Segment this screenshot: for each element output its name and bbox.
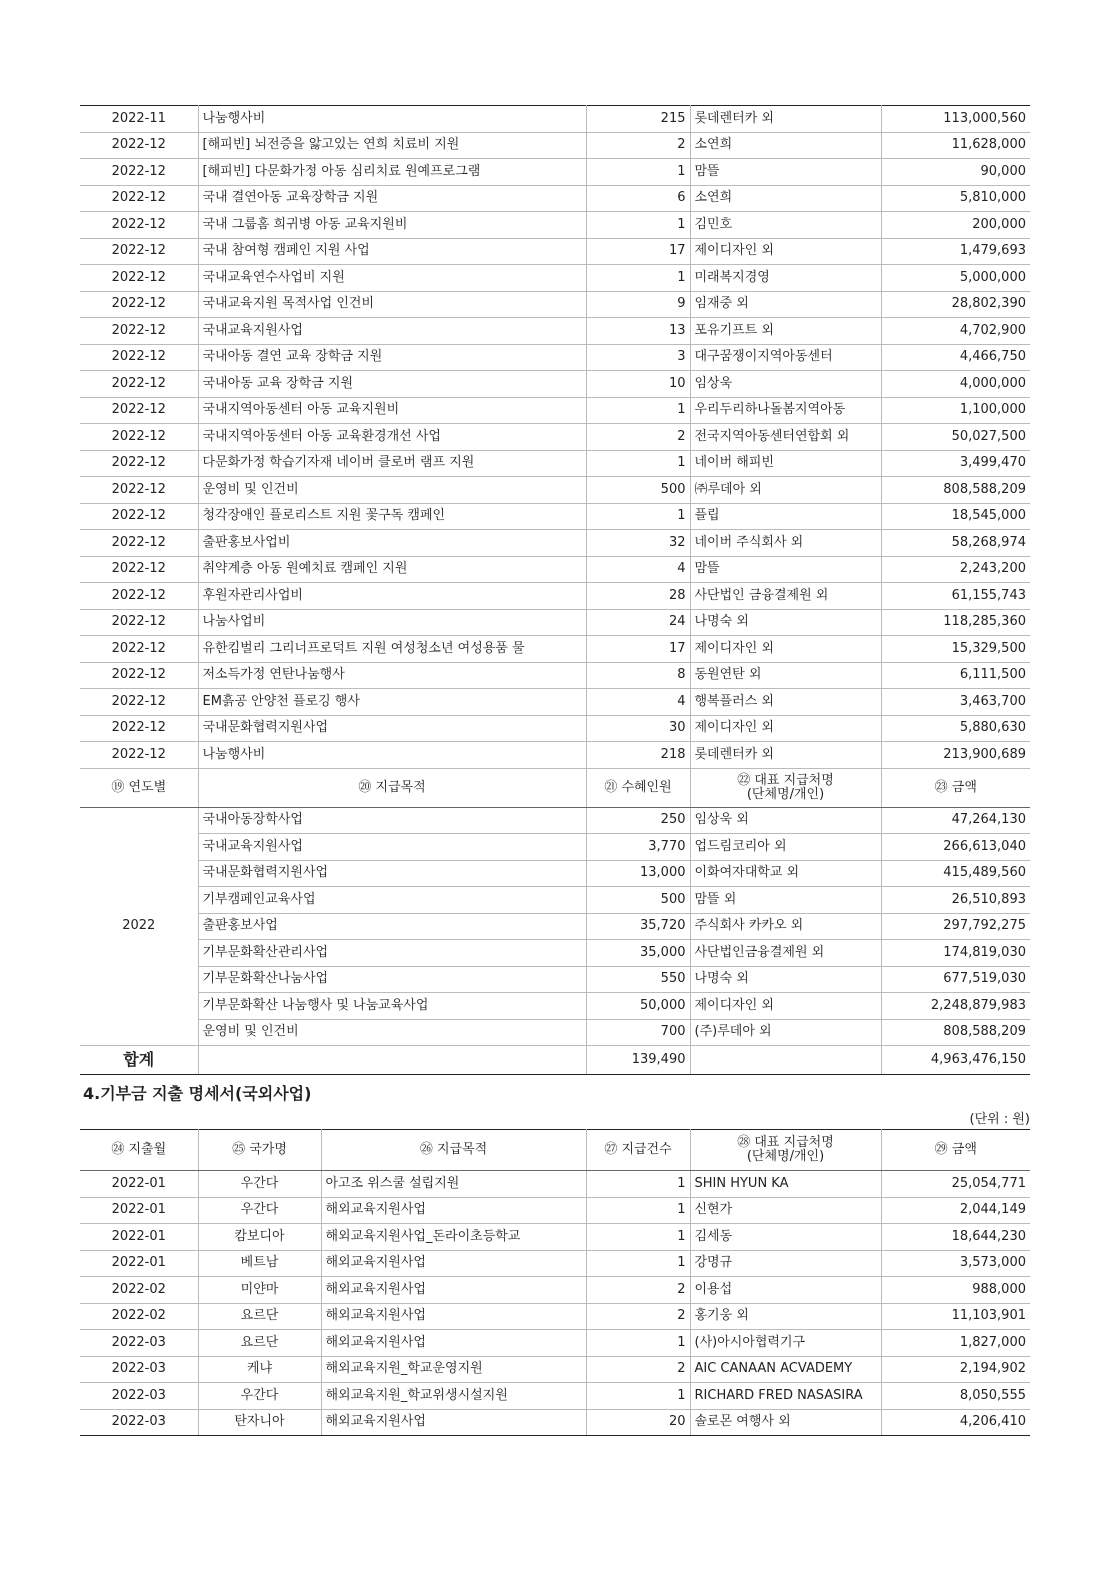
summary-count: 500 bbox=[586, 887, 690, 914]
row-date: 2022-12 bbox=[80, 159, 198, 186]
table-row bbox=[80, 265, 1030, 292]
total-empty-purpose bbox=[198, 1046, 586, 1075]
row-amount: 1,100,000 bbox=[881, 397, 1030, 424]
row-payee: 행복플러스 외 bbox=[690, 689, 881, 716]
table-row bbox=[80, 450, 1030, 477]
row-amount: 4,466,750 bbox=[881, 344, 1030, 371]
row-amount: 1,479,693 bbox=[881, 238, 1030, 265]
overseas-country: 우간다 bbox=[198, 1197, 321, 1224]
row-date: 2022-12 bbox=[80, 265, 198, 292]
row-date: 2022-12 bbox=[80, 291, 198, 318]
table-row bbox=[80, 662, 1030, 689]
overseas-header-row bbox=[80, 1130, 1030, 1171]
row-amount: 3,499,470 bbox=[881, 450, 1030, 477]
overseas-amount: 988,000 bbox=[881, 1277, 1030, 1304]
overseas-amount: 8,050,555 bbox=[881, 1383, 1030, 1410]
section-title: 4.기부금 지출 명세서(국외사업) bbox=[83, 1084, 312, 1103]
row-purpose: 국내아동 결연 교육 장학금 지원 bbox=[198, 344, 586, 371]
row-purpose: EM흙공 안양천 플로깅 행사 bbox=[198, 689, 586, 716]
row-payee: 동원연탄 외 bbox=[690, 662, 881, 689]
row-amount: 4,702,900 bbox=[881, 318, 1030, 345]
row-count: 215 bbox=[586, 106, 690, 133]
unit-label: (단위 : 원) bbox=[969, 1112, 1030, 1127]
summary-purpose: 기부문화확산 나눔행사 및 나눔교육사업 bbox=[198, 993, 586, 1020]
row-count: 1 bbox=[586, 159, 690, 186]
header-overseas-payee-line2: (단체명/개인) bbox=[746, 1149, 825, 1164]
table-row bbox=[80, 689, 1030, 716]
total-label: 합계 bbox=[80, 1046, 198, 1075]
table-row bbox=[80, 1409, 1030, 1436]
row-purpose: 국내지역아동센터 아동 교육환경개선 사업 bbox=[198, 424, 586, 451]
overseas-payee: RICHARD FRED NASASIRA bbox=[690, 1383, 881, 1410]
overseas-count: 20 bbox=[586, 1409, 690, 1436]
table-row bbox=[80, 1356, 1030, 1383]
table-row bbox=[80, 556, 1030, 583]
row-date: 2022-12 bbox=[80, 185, 198, 212]
summary-count: 50,000 bbox=[586, 993, 690, 1020]
row-date: 2022-12 bbox=[80, 344, 198, 371]
summary-count: 550 bbox=[586, 966, 690, 993]
summary-count: 3,770 bbox=[586, 834, 690, 861]
overseas-payee: 강명규 bbox=[690, 1250, 881, 1277]
row-payee: 소연희 bbox=[690, 185, 881, 212]
overseas-country: 미얀마 bbox=[198, 1277, 321, 1304]
row-amount: 213,900,689 bbox=[881, 742, 1030, 769]
overseas-payee: SHIN HYUN KA bbox=[690, 1171, 881, 1198]
table-row bbox=[80, 583, 1030, 610]
overseas-amount: 4,206,410 bbox=[881, 1409, 1030, 1436]
overseas-purpose: 해외교육지원_학교위생시설지원 bbox=[321, 1383, 586, 1410]
table-row bbox=[80, 477, 1030, 504]
table-row bbox=[80, 159, 1030, 186]
summary-payee: 업드림코리아 외 bbox=[690, 834, 881, 861]
table-row bbox=[80, 1383, 1030, 1410]
overseas-purpose: 해외교육지원사업 bbox=[321, 1303, 586, 1330]
overseas-payee: 솔로몬 여행사 외 bbox=[690, 1409, 881, 1436]
table-row bbox=[80, 1224, 1030, 1251]
summary-amount: 677,519,030 bbox=[881, 966, 1030, 993]
header-overseas-purpose: ㉖ 지급목적 bbox=[321, 1130, 586, 1171]
overseas-amount: 18,644,230 bbox=[881, 1224, 1030, 1251]
row-payee: 맘뜰 bbox=[690, 556, 881, 583]
overseas-rows bbox=[80, 1171, 1030, 1436]
row-count: 1 bbox=[586, 503, 690, 530]
table-row bbox=[80, 318, 1030, 345]
header-purpose: ⑳ 지급목적 bbox=[198, 768, 586, 807]
row-purpose: 국내아동 교육 장학금 지원 bbox=[198, 371, 586, 398]
row-payee: 제이디자인 외 bbox=[690, 636, 881, 663]
table-row bbox=[80, 609, 1030, 636]
table-row bbox=[80, 212, 1030, 239]
header-year: ⑲ 연도별 bbox=[80, 768, 198, 807]
row-date: 2022-12 bbox=[80, 583, 198, 610]
row-amount: 90,000 bbox=[881, 159, 1030, 186]
summary-amount: 808,588,209 bbox=[881, 1019, 1030, 1046]
table-row bbox=[80, 1197, 1030, 1224]
overseas-count: 1 bbox=[586, 1250, 690, 1277]
row-payee: 네이버 주식회사 외 bbox=[690, 530, 881, 557]
row-count: 4 bbox=[586, 556, 690, 583]
row-payee: 우리두리하나돌봄지역아동 bbox=[690, 397, 881, 424]
overseas-month: 2022-03 bbox=[80, 1383, 198, 1410]
row-date: 2022-12 bbox=[80, 715, 198, 742]
overseas-purpose: 해외교육지원사업 bbox=[321, 1330, 586, 1357]
summary-count: 35,000 bbox=[586, 940, 690, 967]
table-row bbox=[80, 993, 1030, 1020]
row-amount: 118,285,360 bbox=[881, 609, 1030, 636]
row-purpose: 취약계층 아동 원예치료 캠페인 지원 bbox=[198, 556, 586, 583]
row-purpose: 국내 그룹홈 희귀병 아동 교육지원비 bbox=[198, 212, 586, 239]
row-date: 2022-12 bbox=[80, 689, 198, 716]
overseas-payee: 김세동 bbox=[690, 1224, 881, 1251]
header-payee-line1: ㉒ 대표 지급처명 bbox=[737, 772, 834, 788]
summary-header-row bbox=[80, 768, 1030, 807]
row-payee: 제이디자인 외 bbox=[690, 238, 881, 265]
overseas-amount: 1,827,000 bbox=[881, 1330, 1030, 1357]
row-payee: 임상욱 bbox=[690, 371, 881, 398]
table-row bbox=[80, 1330, 1030, 1357]
table-row bbox=[80, 106, 1030, 133]
table-row bbox=[80, 1019, 1030, 1046]
header-recipients: ㉑ 수혜인원 bbox=[586, 768, 690, 807]
row-payee: 포유기프트 외 bbox=[690, 318, 881, 345]
row-count: 6 bbox=[586, 185, 690, 212]
row-count: 9 bbox=[586, 291, 690, 318]
header-country: ㉕ 국가명 bbox=[198, 1130, 321, 1171]
overseas-month: 2022-01 bbox=[80, 1250, 198, 1277]
row-count: 3 bbox=[586, 344, 690, 371]
table-row bbox=[80, 913, 1030, 940]
upper-rows bbox=[80, 106, 1030, 769]
row-purpose: 국내문화협력지원사업 bbox=[198, 715, 586, 742]
row-purpose: 국내 결연아동 교육장학금 지원 bbox=[198, 185, 586, 212]
row-count: 32 bbox=[586, 530, 690, 557]
row-count: 500 bbox=[586, 477, 690, 504]
header-month: ㉔ 지출월 bbox=[80, 1130, 198, 1171]
overseas-count: 1 bbox=[586, 1197, 690, 1224]
overseas-amount: 2,044,149 bbox=[881, 1197, 1030, 1224]
overseas-purpose: 해외교육지원사업 bbox=[321, 1197, 586, 1224]
row-purpose: 청각장애인 플로리스트 지원 꽃구독 캠페인 bbox=[198, 503, 586, 530]
header-overseas-amount: ㉙ 금액 bbox=[881, 1130, 1030, 1171]
row-amount: 5,880,630 bbox=[881, 715, 1030, 742]
table-row bbox=[80, 966, 1030, 993]
row-purpose: [해피빈] 뇌전증을 앓고있는 연희 치료비 지원 bbox=[198, 132, 586, 159]
table-row bbox=[80, 1303, 1030, 1330]
row-purpose: 나눔행사비 bbox=[198, 742, 586, 769]
total-count: 139,490 bbox=[586, 1046, 690, 1075]
row-purpose: 국내교육지원 목적사업 인건비 bbox=[198, 291, 586, 318]
row-purpose: 국내 참여형 캠페인 지원 사업 bbox=[198, 238, 586, 265]
row-count: 24 bbox=[586, 609, 690, 636]
overseas-count: 1 bbox=[586, 1224, 690, 1251]
overseas-amount: 3,573,000 bbox=[881, 1250, 1030, 1277]
summary-payee: 이화여자대학교 외 bbox=[690, 860, 881, 887]
overseas-month: 2022-03 bbox=[80, 1356, 198, 1383]
table-row bbox=[80, 132, 1030, 159]
overseas-country: 우간다 bbox=[198, 1171, 321, 1198]
row-payee: 롯데렌터카 외 bbox=[690, 106, 881, 133]
overseas-amount: 11,103,901 bbox=[881, 1303, 1030, 1330]
summary-payee: 제이디자인 외 bbox=[690, 993, 881, 1020]
row-amount: 28,802,390 bbox=[881, 291, 1030, 318]
row-payee: 플립 bbox=[690, 503, 881, 530]
row-count: 28 bbox=[586, 583, 690, 610]
overseas-amount: 2,194,902 bbox=[881, 1356, 1030, 1383]
row-purpose: 국내교육연수사업비 지원 bbox=[198, 265, 586, 292]
overseas-purpose: 해외교육지원사업 bbox=[321, 1277, 586, 1304]
row-date: 2022-12 bbox=[80, 662, 198, 689]
row-purpose: 출판홍보사업비 bbox=[198, 530, 586, 557]
overseas-month: 2022-02 bbox=[80, 1303, 198, 1330]
table-row bbox=[80, 344, 1030, 371]
row-amount: 11,628,000 bbox=[881, 132, 1030, 159]
overseas-count: 1 bbox=[586, 1171, 690, 1198]
row-date: 2022-12 bbox=[80, 556, 198, 583]
row-count: 2 bbox=[586, 132, 690, 159]
table-row bbox=[80, 860, 1030, 887]
header-payee-line2: (단체명/개인) bbox=[746, 786, 825, 802]
table-row bbox=[80, 887, 1030, 914]
row-date: 2022-12 bbox=[80, 132, 198, 159]
row-amount: 15,329,500 bbox=[881, 636, 1030, 663]
row-date: 2022-12 bbox=[80, 318, 198, 345]
row-payee: 김민호 bbox=[690, 212, 881, 239]
summary-payee: 임상욱 외 bbox=[690, 807, 881, 834]
row-count: 30 bbox=[586, 715, 690, 742]
row-date: 2022-12 bbox=[80, 212, 198, 239]
summary-payee: 사단법인금융결제원 외 bbox=[690, 940, 881, 967]
table-row bbox=[80, 1171, 1030, 1198]
table-row bbox=[80, 291, 1030, 318]
overseas-count: 2 bbox=[586, 1303, 690, 1330]
row-payee: 소연희 bbox=[690, 132, 881, 159]
table-row bbox=[80, 185, 1030, 212]
overseas-country: 요르단 bbox=[198, 1303, 321, 1330]
row-amount: 2,243,200 bbox=[881, 556, 1030, 583]
overseas-expense-table bbox=[80, 1129, 1030, 1436]
row-amount: 5,810,000 bbox=[881, 185, 1030, 212]
overseas-payee: 신현가 bbox=[690, 1197, 881, 1224]
summary-count: 700 bbox=[586, 1019, 690, 1046]
header-overseas-payee bbox=[690, 1130, 881, 1171]
summary-year: 2022 bbox=[80, 807, 198, 1046]
row-date: 2022-12 bbox=[80, 397, 198, 424]
overseas-purpose: 해외교육지원_학교운영지원 bbox=[321, 1356, 586, 1383]
summary-count: 13,000 bbox=[586, 860, 690, 887]
table-row bbox=[80, 238, 1030, 265]
summary-amount: 47,264,130 bbox=[881, 807, 1030, 834]
summary-purpose: 국내문화협력지원사업 bbox=[198, 860, 586, 887]
row-amount: 3,463,700 bbox=[881, 689, 1030, 716]
summary-amount: 2,248,879,983 bbox=[881, 993, 1030, 1020]
overseas-country: 케냐 bbox=[198, 1356, 321, 1383]
summary-count: 35,720 bbox=[586, 913, 690, 940]
row-payee: 사단법인 금융결제원 외 bbox=[690, 583, 881, 610]
summary-payee: 나명숙 외 bbox=[690, 966, 881, 993]
overseas-count: 2 bbox=[586, 1277, 690, 1304]
row-purpose: 나눔행사비 bbox=[198, 106, 586, 133]
row-date: 2022-12 bbox=[80, 238, 198, 265]
summary-amount: 415,489,560 bbox=[881, 860, 1030, 887]
summary-purpose: 국내아동장학사업 bbox=[198, 807, 586, 834]
row-payee: 임재중 외 bbox=[690, 291, 881, 318]
row-date: 2022-12 bbox=[80, 424, 198, 451]
row-payee: 대구꿈쟁이지역아동센터 bbox=[690, 344, 881, 371]
summary-amount: 266,613,040 bbox=[881, 834, 1030, 861]
row-payee: 맘뜰 bbox=[690, 159, 881, 186]
row-purpose: 후원자관리사업비 bbox=[198, 583, 586, 610]
summary-purpose: 국내교육지원사업 bbox=[198, 834, 586, 861]
overseas-amount: 25,054,771 bbox=[881, 1171, 1030, 1198]
summary-payee: 맘뜰 외 bbox=[690, 887, 881, 914]
row-amount: 58,268,974 bbox=[881, 530, 1030, 557]
row-date: 2022-11 bbox=[80, 106, 198, 133]
row-purpose: 국내교육지원사업 bbox=[198, 318, 586, 345]
overseas-month: 2022-01 bbox=[80, 1171, 198, 1198]
table-row bbox=[80, 1250, 1030, 1277]
table-row bbox=[80, 940, 1030, 967]
row-count: 4 bbox=[586, 689, 690, 716]
row-purpose: 유한킴벌리 그리너프로덕트 지원 여성청소년 여성용품 물 bbox=[198, 636, 586, 663]
summary-purpose: 기부캠페인교육사업 bbox=[198, 887, 586, 914]
row-count: 17 bbox=[586, 238, 690, 265]
row-purpose: 다문화가정 학습기자재 네이버 클로버 램프 지원 bbox=[198, 450, 586, 477]
table-row bbox=[80, 397, 1030, 424]
row-payee: 제이디자인 외 bbox=[690, 715, 881, 742]
table-row bbox=[80, 530, 1030, 557]
row-count: 2 bbox=[586, 424, 690, 451]
row-purpose: 국내지역아동센터 아동 교육지원비 bbox=[198, 397, 586, 424]
table-row bbox=[80, 807, 1030, 834]
domestic-expense-table bbox=[80, 105, 1030, 1075]
row-amount: 808,588,209 bbox=[881, 477, 1030, 504]
total-amount: 4,963,476,150 bbox=[881, 1046, 1030, 1075]
row-purpose: [해피빈] 다문화가정 아동 심리치료 원예프로그램 bbox=[198, 159, 586, 186]
row-amount: 113,000,560 bbox=[881, 106, 1030, 133]
header-payee bbox=[690, 768, 881, 807]
row-date: 2022-12 bbox=[80, 503, 198, 530]
row-date: 2022-12 bbox=[80, 371, 198, 398]
row-purpose: 운영비 및 인건비 bbox=[198, 477, 586, 504]
table-row bbox=[80, 1277, 1030, 1304]
row-purpose: 나눔사업비 bbox=[198, 609, 586, 636]
row-count: 1 bbox=[586, 397, 690, 424]
overseas-purpose: 해외교육지원사업 bbox=[321, 1409, 586, 1436]
overseas-count: 1 bbox=[586, 1383, 690, 1410]
summary-payee: (주)루데아 외 bbox=[690, 1019, 881, 1046]
overseas-month: 2022-01 bbox=[80, 1224, 198, 1251]
overseas-country: 우간다 bbox=[198, 1383, 321, 1410]
row-payee: 네이버 해피빈 bbox=[690, 450, 881, 477]
row-count: 17 bbox=[586, 636, 690, 663]
overseas-month: 2022-03 bbox=[80, 1330, 198, 1357]
table-row bbox=[80, 371, 1030, 398]
overseas-count: 2 bbox=[586, 1356, 690, 1383]
overseas-purpose: 해외교육지원사업_돈라이초등학교 bbox=[321, 1224, 586, 1251]
table-row bbox=[80, 742, 1030, 769]
row-payee: 롯데렌터카 외 bbox=[690, 742, 881, 769]
total-empty-payee bbox=[690, 1046, 881, 1075]
row-purpose: 저소득가정 연탄나눔행사 bbox=[198, 662, 586, 689]
row-count: 1 bbox=[586, 212, 690, 239]
row-payee: 전국지역아동센터연합회 외 bbox=[690, 424, 881, 451]
row-count: 8 bbox=[586, 662, 690, 689]
summary-rows bbox=[80, 807, 1030, 1046]
header-overseas-payee-line1: ㉘ 대표 지급처명 bbox=[737, 1135, 834, 1150]
summary-purpose: 출판홍보사업 bbox=[198, 913, 586, 940]
row-payee: 나명숙 외 bbox=[690, 609, 881, 636]
row-payee: ㈜루데아 외 bbox=[690, 477, 881, 504]
table-row bbox=[80, 636, 1030, 663]
overseas-payee: 이용섭 bbox=[690, 1277, 881, 1304]
overseas-country: 요르단 bbox=[198, 1330, 321, 1357]
overseas-month: 2022-02 bbox=[80, 1277, 198, 1304]
overseas-payee: (사)아시아협력기구 bbox=[690, 1330, 881, 1357]
table-row bbox=[80, 834, 1030, 861]
row-amount: 18,545,000 bbox=[881, 503, 1030, 530]
overseas-purpose: 해외교육지원사업 bbox=[321, 1250, 586, 1277]
row-count: 13 bbox=[586, 318, 690, 345]
row-count: 10 bbox=[586, 371, 690, 398]
row-date: 2022-12 bbox=[80, 477, 198, 504]
overseas-country: 탄자니아 bbox=[198, 1409, 321, 1436]
summary-payee: 주식회사 카카오 외 bbox=[690, 913, 881, 940]
summary-purpose: 기부문화확산나눔사업 bbox=[198, 966, 586, 993]
header-count: ㉗ 지급건수 bbox=[586, 1130, 690, 1171]
summary-amount: 297,792,275 bbox=[881, 913, 1030, 940]
row-amount: 200,000 bbox=[881, 212, 1030, 239]
summary-amount: 26,510,893 bbox=[881, 887, 1030, 914]
overseas-month: 2022-03 bbox=[80, 1409, 198, 1436]
row-payee: 미래복지경영 bbox=[690, 265, 881, 292]
table-row bbox=[80, 424, 1030, 451]
table-row bbox=[80, 715, 1030, 742]
overseas-country: 캄보디아 bbox=[198, 1224, 321, 1251]
overseas-payee: AIC CANAAN ACVADEMY bbox=[690, 1356, 881, 1383]
total-row bbox=[80, 1046, 1030, 1075]
row-count: 1 bbox=[586, 265, 690, 292]
header-amount: ㉓ 금액 bbox=[881, 768, 1030, 807]
summary-count: 250 bbox=[586, 807, 690, 834]
row-date: 2022-12 bbox=[80, 742, 198, 769]
overseas-month: 2022-01 bbox=[80, 1197, 198, 1224]
overseas-count: 1 bbox=[586, 1330, 690, 1357]
summary-purpose: 운영비 및 인건비 bbox=[198, 1019, 586, 1046]
overseas-purpose: 아고조 위스쿨 설립지원 bbox=[321, 1171, 586, 1198]
row-amount: 4,000,000 bbox=[881, 371, 1030, 398]
row-date: 2022-12 bbox=[80, 530, 198, 557]
row-count: 218 bbox=[586, 742, 690, 769]
row-date: 2022-12 bbox=[80, 636, 198, 663]
summary-amount: 174,819,030 bbox=[881, 940, 1030, 967]
row-date: 2022-12 bbox=[80, 609, 198, 636]
row-amount: 6,111,500 bbox=[881, 662, 1030, 689]
row-amount: 50,027,500 bbox=[881, 424, 1030, 451]
overseas-country: 베트남 bbox=[198, 1250, 321, 1277]
row-date: 2022-12 bbox=[80, 450, 198, 477]
row-amount: 61,155,743 bbox=[881, 583, 1030, 610]
table-row bbox=[80, 503, 1030, 530]
row-count: 1 bbox=[586, 450, 690, 477]
overseas-payee: 홍기웅 외 bbox=[690, 1303, 881, 1330]
row-amount: 5,000,000 bbox=[881, 265, 1030, 292]
summary-purpose: 기부문화확산관리사업 bbox=[198, 940, 586, 967]
